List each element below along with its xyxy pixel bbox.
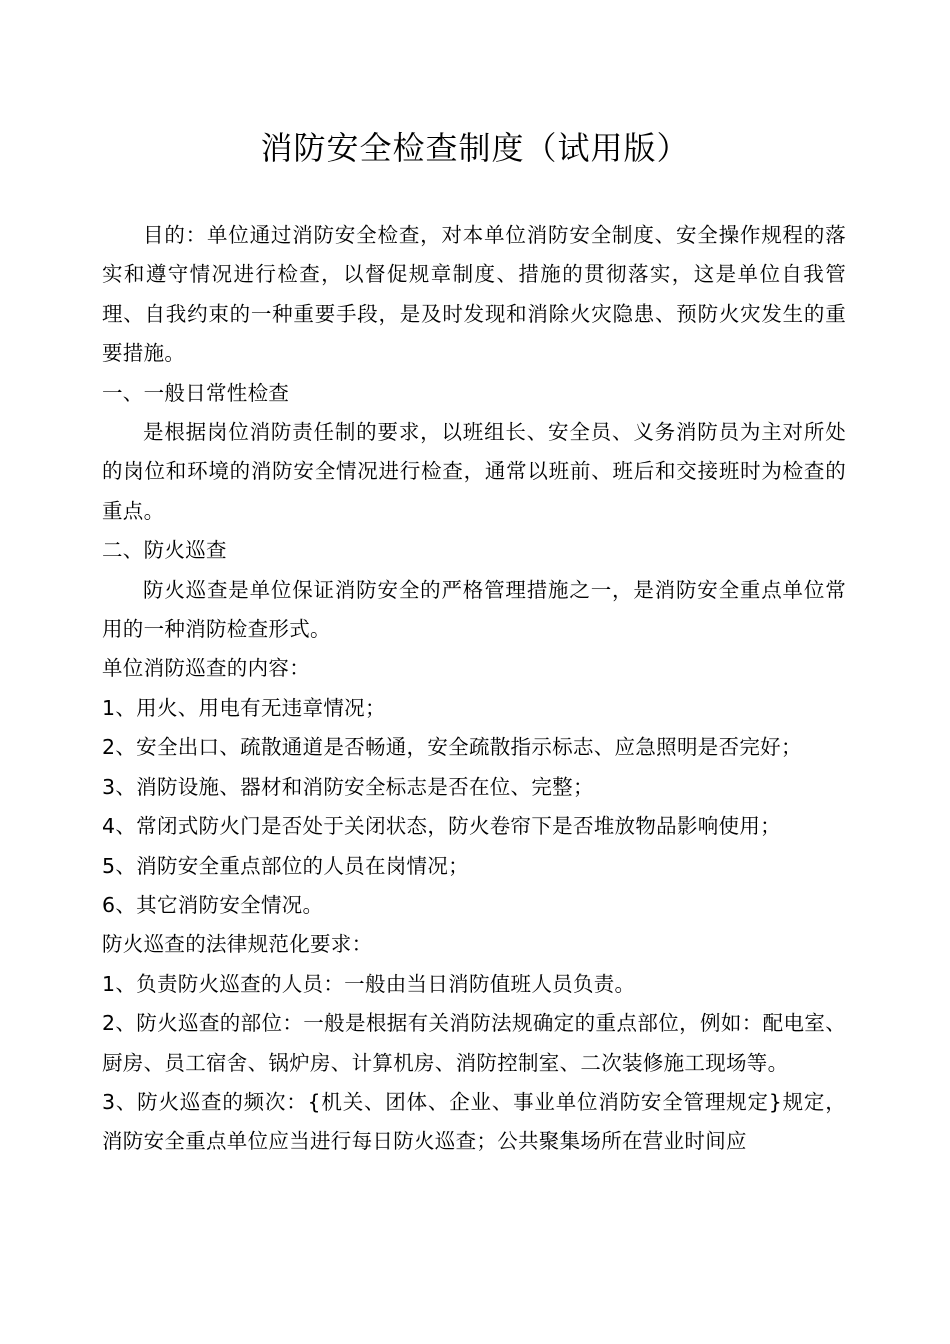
- list-item: 5、消防安全重点部位的人员在岗情况；: [102, 853, 469, 878]
- list-item: 1、负责防火巡查的人员：一般由当日消防值班人员负责。: [102, 971, 636, 996]
- legal-requirements-heading: 防火巡查的法律规范化要求：: [102, 932, 373, 957]
- list-item: 4、常闭式防火门是否处于关闭状态，防火卷帘下是否堆放物品影响使用；: [102, 814, 781, 839]
- section-heading-daily-inspection: 一、一般日常性检查: [102, 380, 290, 405]
- list-item: 1、用火、用电有无违章情况；: [102, 695, 386, 720]
- list-item: 3、消防设施、器材和消防安全标志是否在位、完整；: [102, 774, 594, 799]
- fire-patrol-paragraph: 防火巡查是单位保证消防安全的严格管理措施之一，是消防安全重点单位常用的一种消防检查形式。: [102, 577, 846, 642]
- purpose-paragraph: 目的：单位通过消防安全检查，对本单位消防安全制度、安全操作规程的落实和遵守情况进行检查，以督促规章制度、措施的贯彻落实，这是单位自我管理、自我约束的一种重要手段，是及时发现和消除火灾隐患、预防火灾发生的重要措施。: [102, 223, 846, 366]
- section-heading-fire-patrol: 二、防火巡查: [102, 538, 227, 563]
- daily-inspection-paragraph: 是根据岗位消防责任制的要求，以班组长、安全员、义务消防员为主对所处的岗位和环境的消防安全情况进行检查，通常以班前、班后和交接班时为检查的重点。: [102, 420, 846, 523]
- list-item: 3、防火巡查的频次：{机关、团体、企业、事业单位消防安全管理规定}规定，消防安全重点单位应当进行每日防火巡查；公共聚集场所在营业时间应: [102, 1089, 846, 1154]
- patrol-content-heading: 单位消防巡查的内容：: [102, 656, 310, 681]
- document-title: 消防安全检查制度（试用版）: [260, 129, 690, 167]
- list-item: 6、其它消防安全情况。: [102, 892, 324, 917]
- document-body: [102, 216, 846, 1162]
- list-item: 2、安全出口、疏散通道是否畅通，安全疏散指示标志、应急照明是否完好；: [102, 735, 802, 760]
- list-item: 2、防火巡查的部位：一般是根据有关消防法规确定的重点部位，例如：配电室、厨房、员工宿舍、锅炉房、计算机房、消防控制室、二次装修施工现场等。: [102, 1011, 846, 1075]
